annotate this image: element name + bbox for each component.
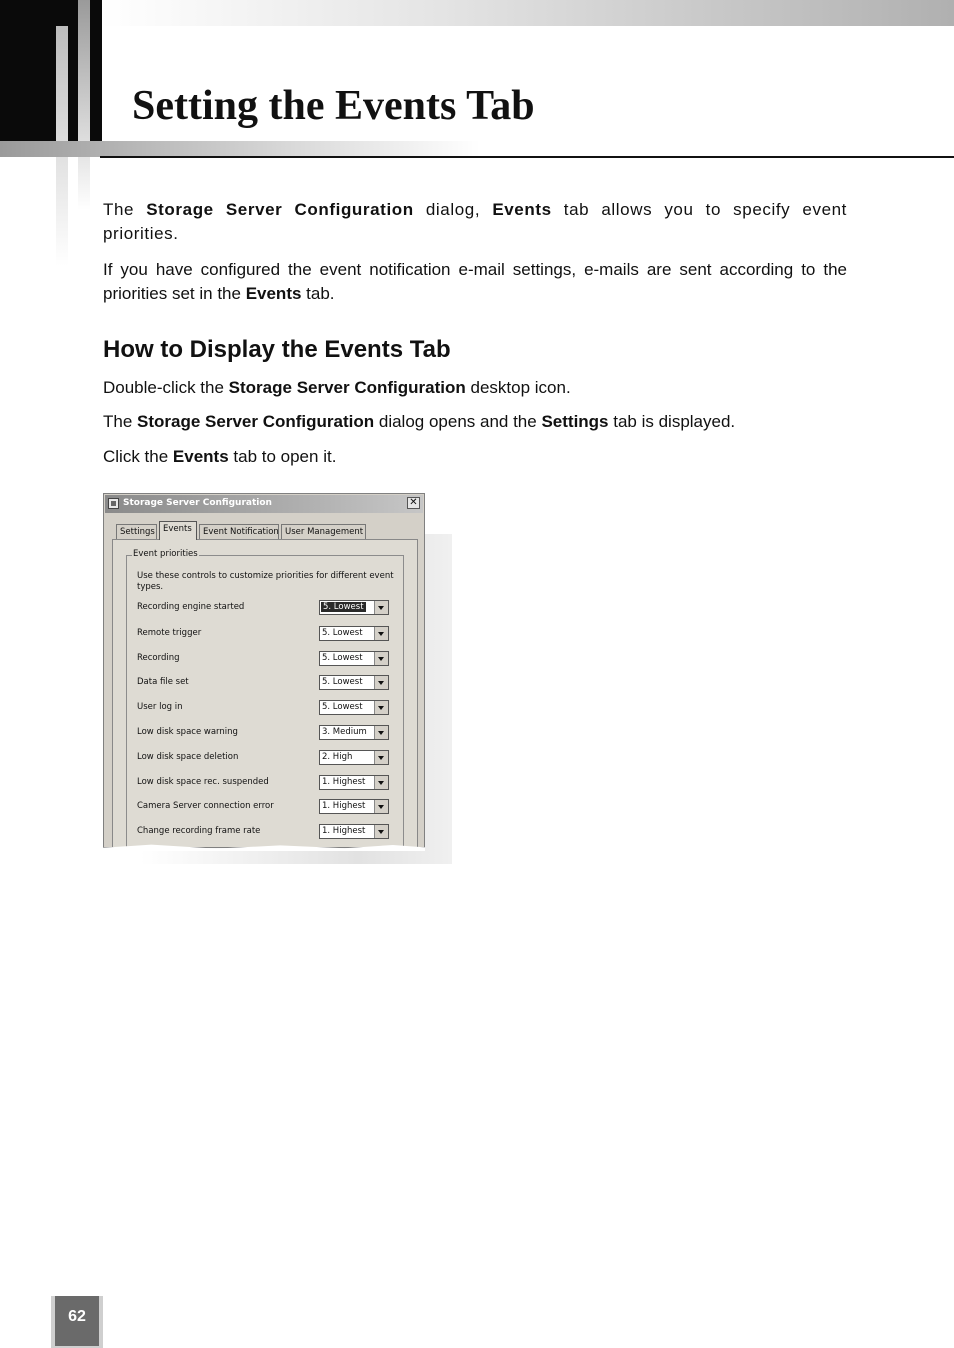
dialog-title: Storage Server Configuration: [123, 498, 272, 508]
priority-select[interactable]: [319, 700, 389, 715]
close-icon[interactable]: ✕: [407, 497, 420, 509]
chevron-down-icon[interactable]: [374, 652, 388, 665]
header-vertical-bar: [78, 0, 90, 210]
intro-paragraph-1: The Storage Server Configuration dialog, Events tab allows you to specify event priorities.: [103, 200, 847, 243]
event-row: [127, 600, 405, 616]
priority-select[interactable]: [319, 799, 389, 814]
event-label: Camera Server connection error: [137, 801, 274, 811]
priority-value: 1. Highest: [322, 801, 366, 811]
page-number: 62: [55, 1296, 99, 1346]
priority-select[interactable]: [319, 626, 389, 641]
event-row: [127, 675, 405, 691]
priority-select[interactable]: [319, 600, 389, 615]
event-row: [127, 725, 405, 741]
tab-events[interactable]: Events: [159, 521, 197, 540]
event-label: Low disk space deletion: [137, 752, 239, 762]
event-priorities-group: [126, 549, 404, 848]
event-label: Change recording frame rate: [137, 826, 261, 836]
priority-value: 5. Lowest: [322, 653, 363, 663]
events-tab-panel: [112, 539, 418, 848]
priority-value: 1. Highest: [322, 777, 366, 787]
section-heading: How to Display the Events Tab: [103, 336, 451, 363]
priority-value: 5. Lowest: [322, 677, 363, 687]
chevron-down-icon[interactable]: [374, 751, 388, 764]
chevron-down-icon[interactable]: [374, 825, 388, 838]
priority-select[interactable]: [319, 725, 389, 740]
event-label: User log in: [137, 702, 183, 712]
dialog-titlebar: [105, 495, 423, 513]
event-row: [127, 775, 405, 791]
tab-event-notification[interactable]: Event Notification: [199, 524, 279, 539]
priority-value: 1. Highest: [322, 826, 366, 836]
chevron-down-icon[interactable]: [374, 726, 388, 739]
event-row: [127, 700, 405, 716]
event-label: Data file set: [137, 677, 189, 687]
group-intro-text: Use these controls to customize priorities for different event types.: [137, 571, 394, 592]
event-row: [127, 651, 405, 667]
chevron-down-icon[interactable]: [374, 776, 388, 789]
chevron-down-icon[interactable]: [374, 800, 388, 813]
chevron-down-icon[interactable]: [374, 601, 388, 614]
event-row: [127, 750, 405, 766]
page-title: Setting the Events Tab: [132, 83, 535, 129]
priority-select[interactable]: [319, 651, 389, 666]
intro-paragraph-2: If you have configured the event notification e-mail settings, e-mails are sent according to the priorities set in the Events tab.: [103, 260, 847, 303]
step-3: Click the Events tab to open it.: [103, 447, 337, 466]
priority-value: 5. Lowest: [322, 702, 363, 712]
priority-value: 2. High: [322, 752, 353, 762]
priority-value: 5. Lowest: [323, 602, 364, 612]
event-row: [127, 799, 405, 815]
priority-select[interactable]: [319, 750, 389, 765]
priority-select[interactable]: [319, 824, 389, 839]
group-label: Event priorities: [133, 549, 198, 559]
chevron-down-icon[interactable]: [374, 676, 388, 689]
priority-select[interactable]: [319, 775, 389, 790]
event-label: Remote trigger: [137, 628, 202, 638]
event-label: Low disk space rec. suspended: [137, 777, 269, 787]
storage-server-configuration-dialog: [103, 493, 425, 848]
step-1: Double-click the Storage Server Configuration desktop icon.: [103, 378, 571, 397]
tab-user-management[interactable]: User Management: [281, 524, 366, 539]
step-2: The Storage Server Configuration dialog opens and the Settings tab is displayed.: [103, 412, 736, 431]
event-row: [127, 824, 405, 840]
tab-settings[interactable]: Settings: [116, 524, 157, 539]
event-label: Low disk space warning: [137, 727, 238, 737]
priority-select[interactable]: [319, 675, 389, 690]
event-row: [127, 626, 405, 642]
event-label: Recording: [137, 653, 180, 663]
priority-value: 3. Medium: [322, 727, 367, 737]
header-rule: [100, 156, 954, 158]
priority-value: 5. Lowest: [322, 628, 363, 638]
chevron-down-icon[interactable]: [374, 627, 388, 640]
header-gradient-band: [100, 0, 954, 26]
event-label: Recording engine started: [137, 602, 245, 612]
header-under-band: [0, 141, 480, 157]
chevron-down-icon[interactable]: [374, 701, 388, 714]
app-icon: [108, 498, 119, 509]
